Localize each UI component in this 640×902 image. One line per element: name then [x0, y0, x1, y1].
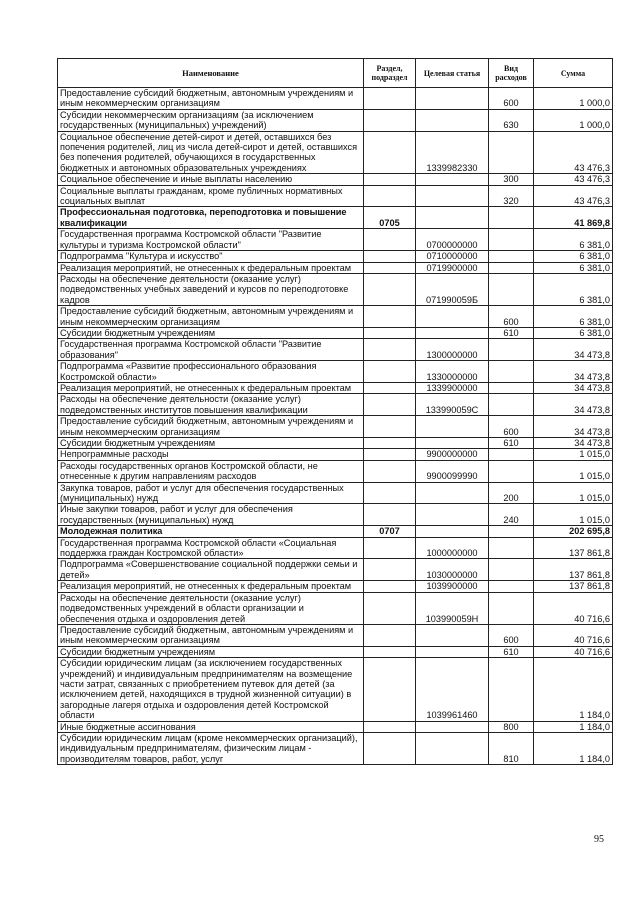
cell-amount: 6 381,0 — [534, 262, 613, 273]
cell-kind: 300 — [489, 174, 534, 185]
cell-kind — [489, 394, 534, 416]
cell-name: Расходы на обеспечение деятельности (оказание услуг) подведомственных учебных заведений и курсов по переподготовке кадров — [58, 273, 364, 305]
cell-target — [416, 732, 489, 764]
cell-section — [364, 174, 416, 185]
cell-amount: 1 184,0 — [534, 721, 613, 732]
table-row — [58, 438, 613, 449]
cell-kind — [489, 592, 534, 624]
cell-section — [364, 504, 416, 526]
cell-amount: 1 000,0 — [534, 109, 613, 131]
column-header-kind: Вид расходов — [489, 59, 534, 88]
cell-name: Социальное обеспечение и иные выплаты населению — [58, 174, 364, 185]
cell-section — [364, 460, 416, 482]
cell-amount: 34 473,8 — [534, 382, 613, 393]
table-row — [58, 394, 613, 416]
cell-kind — [489, 207, 534, 229]
cell-amount: 40 716,6 — [534, 646, 613, 657]
cell-kind — [489, 449, 534, 460]
cell-name: Предоставление субсидий бюджетным, автономным учреждениям и иным некоммерческим организациям — [58, 624, 364, 646]
table-row — [58, 251, 613, 262]
cell-name: Предоставление субсидий бюджетным, автономным учреждениям и иным некоммерческим организациям — [58, 88, 364, 110]
cell-section — [364, 646, 416, 657]
table-row — [58, 339, 613, 361]
cell-kind: 200 — [489, 482, 534, 504]
table-row — [58, 131, 613, 174]
table-row — [58, 658, 613, 721]
table-row — [58, 185, 613, 207]
cell-name: Предоставление субсидий бюджетным, автономным учреждениям и иным некоммерческим организациям — [58, 416, 364, 438]
cell-target — [416, 526, 489, 537]
cell-section: 0705 — [364, 207, 416, 229]
table-row — [58, 732, 613, 764]
table-row — [58, 482, 613, 504]
cell-target — [416, 327, 489, 338]
cell-name: Субсидии юридическим лицам (кроме некоммерческих организаций), индивидуальным предпринимателям, физическим лицам - производителям товаров, работ, услуг — [58, 732, 364, 764]
table-row — [58, 207, 613, 229]
cell-target — [416, 174, 489, 185]
cell-kind — [489, 460, 534, 482]
cell-amount: 43 476,3 — [534, 131, 613, 174]
cell-section — [364, 537, 416, 559]
cell-name: Субсидии бюджетным учреждениям — [58, 438, 364, 449]
cell-target — [416, 721, 489, 732]
cell-kind: 320 — [489, 185, 534, 207]
cell-kind — [489, 361, 534, 383]
cell-kind — [489, 251, 534, 262]
cell-section — [364, 581, 416, 592]
cell-amount: 34 473,8 — [534, 438, 613, 449]
cell-section — [364, 394, 416, 416]
cell-name: Иные бюджетные ассигнования — [58, 721, 364, 732]
cell-target: 1339982330 — [416, 131, 489, 174]
cell-section — [364, 109, 416, 131]
cell-section — [364, 131, 416, 174]
cell-kind — [489, 229, 534, 251]
cell-kind — [489, 559, 534, 581]
table-row — [58, 581, 613, 592]
cell-target — [416, 88, 489, 110]
cell-section — [364, 732, 416, 764]
table-row — [58, 273, 613, 305]
cell-amount: 6 381,0 — [534, 273, 613, 305]
cell-section — [364, 251, 416, 262]
cell-section — [364, 229, 416, 251]
cell-amount: 137 861,8 — [534, 581, 613, 592]
column-header-target: Целевая статья — [416, 59, 489, 88]
cell-target: 1339900000 — [416, 382, 489, 393]
cell-kind: 610 — [489, 327, 534, 338]
cell-kind: 240 — [489, 504, 534, 526]
cell-amount: 1 015,0 — [534, 460, 613, 482]
cell-kind — [489, 658, 534, 721]
table-row — [58, 306, 613, 328]
cell-target — [416, 207, 489, 229]
column-header-section: Раздел, подраздел — [364, 59, 416, 88]
cell-section — [364, 327, 416, 338]
cell-section — [364, 416, 416, 438]
table-row — [58, 504, 613, 526]
cell-amount: 1 184,0 — [534, 658, 613, 721]
table-row — [58, 327, 613, 338]
cell-kind: 610 — [489, 438, 534, 449]
cell-name: Непрограммные расходы — [58, 449, 364, 460]
cell-kind: 800 — [489, 721, 534, 732]
cell-target: 133990059С — [416, 394, 489, 416]
table-row — [58, 229, 613, 251]
cell-section — [364, 449, 416, 460]
table-row — [58, 416, 613, 438]
cell-name: Субсидии некоммерческим организациям (за исключением государственных (муниципальных) учреждений) — [58, 109, 364, 131]
cell-target: 103990059Н — [416, 592, 489, 624]
table-row — [58, 537, 613, 559]
column-header-name: Наименование — [58, 59, 364, 88]
cell-amount: 34 473,8 — [534, 361, 613, 383]
table-row — [58, 592, 613, 624]
table-row — [58, 174, 613, 185]
cell-amount: 1 015,0 — [534, 482, 613, 504]
cell-target: 1039900000 — [416, 581, 489, 592]
cell-name: Социальные выплаты гражданам, кроме публичных нормативных социальных выплат — [58, 185, 364, 207]
cell-target: 0710000000 — [416, 251, 489, 262]
cell-amount: 34 473,8 — [534, 394, 613, 416]
cell-kind: 610 — [489, 646, 534, 657]
cell-amount: 43 476,3 — [534, 185, 613, 207]
column-header-amount: Сумма — [534, 59, 613, 88]
cell-kind: 600 — [489, 88, 534, 110]
table-body — [58, 88, 613, 765]
cell-kind: 630 — [489, 109, 534, 131]
cell-amount: 6 381,0 — [534, 306, 613, 328]
cell-name: Реализация мероприятий, не отнесенных к федеральным проектам — [58, 382, 364, 393]
cell-section — [364, 438, 416, 449]
cell-name: Социальное обеспечение детей-сирот и детей, оставшихся без попечения родителей, лиц из числа детей-сирот и детей, оставшихся без попечения родителей, обучающихся в государственных бюджетных и автономных образовательных учреждениях — [58, 131, 364, 174]
cell-amount: 6 381,0 — [534, 229, 613, 251]
cell-name: Иные закупки товаров, работ и услуг для обеспечения государственных (муниципальных) нужд — [58, 504, 364, 526]
cell-kind — [489, 581, 534, 592]
cell-section — [364, 185, 416, 207]
page-number: 95 — [594, 834, 604, 845]
cell-name: Государственная программа Костромской области "Развитие образования" — [58, 339, 364, 361]
table-row — [58, 526, 613, 537]
cell-amount: 34 473,8 — [534, 416, 613, 438]
cell-target: 1000000000 — [416, 537, 489, 559]
cell-target — [416, 504, 489, 526]
cell-name: Реализация мероприятий, не отнесенных к федеральным проектам — [58, 581, 364, 592]
cell-name: Субсидии юридическим лицам (за исключением государственных учреждений) и индивидуальным предпринимателям на возмещение части затрат, связанных с приобретением путевок для детей (за исключением детей, находящихся в трудной жизненной ситуации) в загородные лагеря отдыха и оздоровления детей Костромской области — [58, 658, 364, 721]
cell-section — [364, 361, 416, 383]
cell-name: Подпрограмма "Культура и искусство" — [58, 251, 364, 262]
cell-name: Профессиональная подготовка, переподготовка и повышение квалификации — [58, 207, 364, 229]
cell-amount: 1 015,0 — [534, 504, 613, 526]
cell-amount: 202 695,8 — [534, 526, 613, 537]
cell-kind — [489, 537, 534, 559]
table-row — [58, 449, 613, 460]
cell-section — [364, 262, 416, 273]
cell-target: 1330000000 — [416, 361, 489, 383]
cell-section — [364, 721, 416, 732]
cell-name: Государственная программа Костромской области «Социальная поддержка граждан Костромской области» — [58, 537, 364, 559]
cell-target: 9900099990 — [416, 460, 489, 482]
cell-target: 1300000000 — [416, 339, 489, 361]
cell-target: 1039961460 — [416, 658, 489, 721]
cell-name: Молодежная политика — [58, 526, 364, 537]
table-row — [58, 109, 613, 131]
cell-name: Государственная программа Костромской области "Развитие культуры и туризма Костромской области" — [58, 229, 364, 251]
cell-section — [364, 624, 416, 646]
cell-kind — [489, 131, 534, 174]
cell-target — [416, 482, 489, 504]
cell-section — [364, 382, 416, 393]
cell-kind: 600 — [489, 624, 534, 646]
table-row — [58, 382, 613, 393]
cell-name: Подпрограмма «Совершенствование социальной поддержки семьи и детей» — [58, 559, 364, 581]
cell-target: 9900000000 — [416, 449, 489, 460]
cell-name: Субсидии бюджетным учреждениям — [58, 327, 364, 338]
cell-amount: 41 869,8 — [534, 207, 613, 229]
cell-amount: 40 716,6 — [534, 624, 613, 646]
cell-name: Расходы государственных органов Костромской области, не отнесенные к другим направлениям расходов — [58, 460, 364, 482]
cell-section — [364, 482, 416, 504]
cell-amount: 43 476,3 — [534, 174, 613, 185]
cell-name: Подпрограмма «Развитие профессионального образования Костромской области» — [58, 361, 364, 383]
cell-kind — [489, 526, 534, 537]
cell-name: Закупка товаров, работ и услуг для обеспечения государственных (муниципальных) нужд — [58, 482, 364, 504]
cell-section — [364, 658, 416, 721]
cell-name: Реализация мероприятий, не отнесенных к федеральным проектам — [58, 262, 364, 273]
cell-amount: 137 861,8 — [534, 537, 613, 559]
cell-amount: 34 473,8 — [534, 339, 613, 361]
cell-amount: 6 381,0 — [534, 251, 613, 262]
cell-target: 0719900000 — [416, 262, 489, 273]
cell-target — [416, 624, 489, 646]
table-row — [58, 361, 613, 383]
table-row — [58, 88, 613, 110]
cell-kind — [489, 273, 534, 305]
cell-kind — [489, 382, 534, 393]
table-row — [58, 624, 613, 646]
cell-target — [416, 416, 489, 438]
cell-target: 0700000000 — [416, 229, 489, 251]
cell-name: Расходы на обеспечение деятельности (оказание услуг) подведомственных институтов повышения квалификации — [58, 394, 364, 416]
cell-target: 071990059Б — [416, 273, 489, 305]
cell-name: Субсидии бюджетным учреждениям — [58, 646, 364, 657]
cell-kind — [489, 339, 534, 361]
cell-target — [416, 306, 489, 328]
budget-table-sheet — [57, 58, 612, 765]
cell-section — [364, 339, 416, 361]
cell-amount: 1 184,0 — [534, 732, 613, 764]
cell-section — [364, 88, 416, 110]
cell-name: Расходы на обеспечение деятельности (оказание услуг) подведомственных учреждений в области организации и обеспечения отдыха и оздоровления детей — [58, 592, 364, 624]
cell-kind: 600 — [489, 416, 534, 438]
cell-amount: 6 381,0 — [534, 327, 613, 338]
cell-name: Предоставление субсидий бюджетным, автономным учреждениям и иным некоммерческим организациям — [58, 306, 364, 328]
cell-amount: 40 716,6 — [534, 592, 613, 624]
cell-kind: 810 — [489, 732, 534, 764]
table-row — [58, 646, 613, 657]
cell-target — [416, 109, 489, 131]
cell-section — [364, 273, 416, 305]
cell-target — [416, 438, 489, 449]
table-row — [58, 559, 613, 581]
cell-amount: 1 000,0 — [534, 88, 613, 110]
cell-section — [364, 592, 416, 624]
table-row — [58, 460, 613, 482]
budget-table — [57, 58, 613, 765]
table-header-row — [58, 59, 613, 88]
cell-target — [416, 185, 489, 207]
cell-target: 1030000000 — [416, 559, 489, 581]
table-row — [58, 721, 613, 732]
cell-section — [364, 306, 416, 328]
cell-section: 0707 — [364, 526, 416, 537]
cell-target — [416, 646, 489, 657]
cell-section — [364, 559, 416, 581]
cell-kind — [489, 262, 534, 273]
cell-kind: 600 — [489, 306, 534, 328]
table-row — [58, 262, 613, 273]
cell-amount: 137 861,8 — [534, 559, 613, 581]
cell-amount: 1 015,0 — [534, 449, 613, 460]
